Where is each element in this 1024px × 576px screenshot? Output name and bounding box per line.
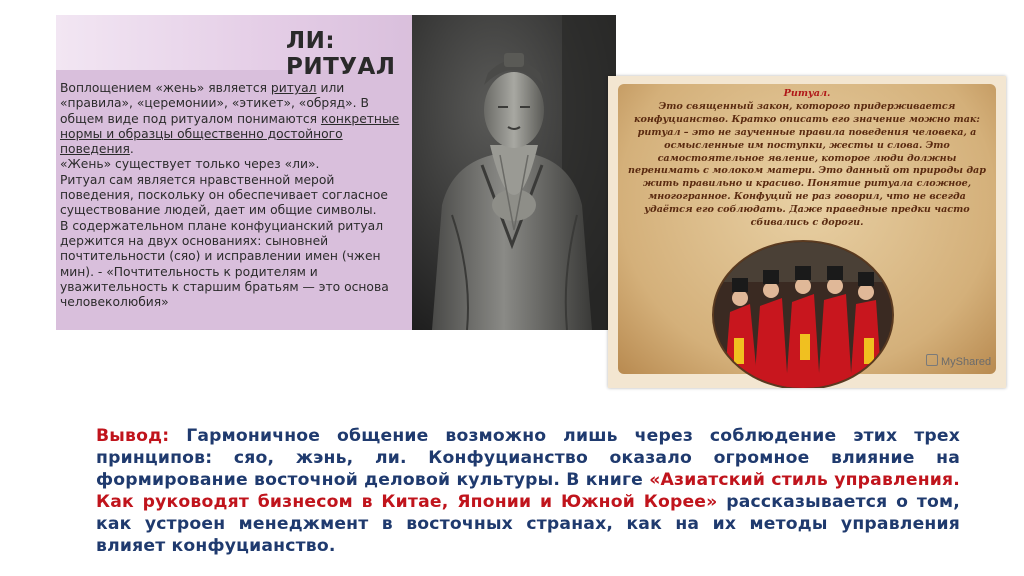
paragraph-ritual-definition: Воплощением «жень» является ритуал или «правила», «церемонии», «этикет», «обряд». В общем виде под ритуалом понимаются конкретные нормы и образцы общественно достойного поведения. [60,81,400,157]
myshared-watermark: MyShared [926,354,991,368]
scroll-heading: Ритуал. [783,88,831,99]
paragraph-two-foundations: В содержательном плане конфуцианский ритуал держится на двух основаниях: сыновней почтительности (сяо) и исправлении имен (чжен мин). - «Почтительность к родителям и уважительность к старшим братьям — это основа человеколюбия» [60,218,389,310]
paragraph-moral-measure: Ритуал сам является нравственной мерой поведения, поскольку он обеспечивает согласное существование людей, дает им общие символы. [60,172,388,218]
slide-title: ЛИ: РИТУАЛ [286,28,396,80]
underlined-norms: конкретные нормы и образцы общественно достойного поведения [60,111,400,157]
scroll-body: Это священный закон, которого придерживается конфуцианство. Кратко описать его значение можно так: ритуал – это не заученные правила поведения человека, а осмысленные им поступки, жесты и слова. Это самостоятельное явление, которое люди должны перенимать с молоком матери. Это данный от природы дар жить правильно и красиво. Понятие ритуала сложное, многогранное. Конфуций не раз говорил, что не всегда удаётся его соблюдать. Даже праведные предки часто сбивались с дороги. [628,100,986,229]
myshared-logo-icon [926,354,938,366]
conclusion-label: Вывод: [96,426,170,446]
conclusion-text-a: Гармоничное общение возможно лишь через соблюдение этих трех принципов: сяо, жэнь, ли. Конфуцианство оказало огромное влияние на формирование восточной деловой культуры. В книге [96,426,960,490]
confucius-statue-image [412,15,616,330]
scroll-text [628,88,986,230]
left-slide-panel [56,15,416,330]
ritual-scroll-image [608,76,1006,388]
slide-body-text [60,81,408,310]
ceremony-photo [712,240,894,388]
book-title: «Азиатский стиль управления. Как руководят бизнесом в Китае, Японии и Южной Корее» [96,470,960,512]
conclusion-paragraph [96,425,960,557]
paragraph-zhen-li: «Жень» существует только через «ли». [60,157,320,172]
underlined-ritual: ритуал [270,81,317,95]
conclusion-text-b: рассказывается о том, как устроен менеджмент в восточных странах, как на их методы управления влияет конфуцианство. [96,492,960,556]
